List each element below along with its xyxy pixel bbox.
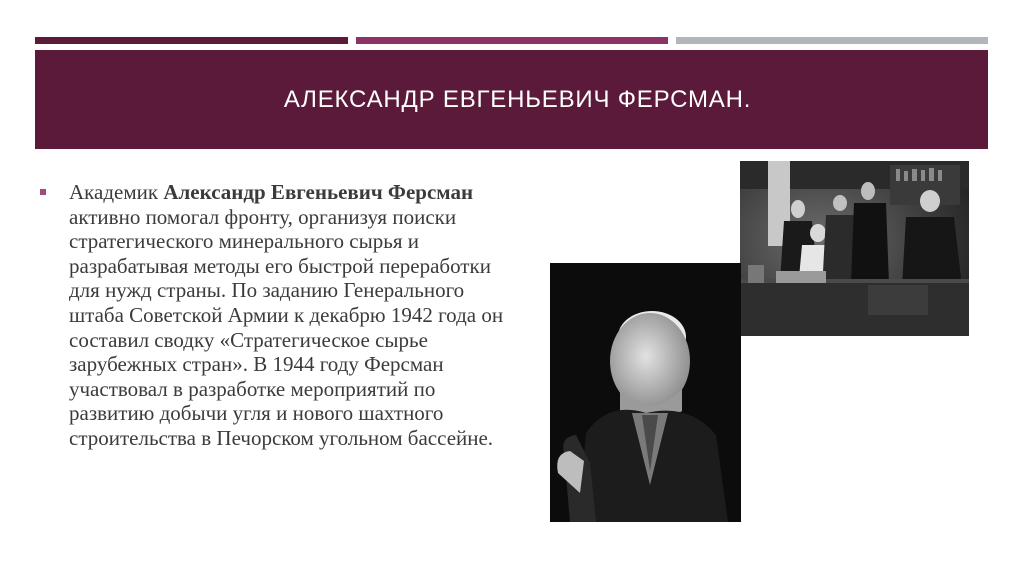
bullet-item (40, 180, 520, 451)
group-photo-image (740, 161, 969, 336)
bullet-bold-name: Александр Евгеньевич Ферсман (163, 180, 474, 204)
slide-title: АЛЕКСАНДР ЕВГЕНЬЕВИЧ ФЕРСМАН. (283, 85, 752, 113)
accent-bar-dark (35, 37, 348, 44)
bullet-square-icon (40, 189, 46, 195)
accent-bar-mid (356, 37, 668, 44)
slide-content (40, 180, 520, 451)
bullet-body: активно помогал фронту, организуя поиски стратегического минерального сырья и разрабатывая методы его быстрой переработки для нужд страны. По заданию Генерального штаба Советской Армии к декабрю 1942 года он составил сводку «Стратегическое сырье зарубежных стран». В 1944 году Ферсман участвовал в разработке мероприятий по развитию добычи угля и нового шахтного строительства в Печорском угольном бассейне. (69, 204, 504, 450)
portrait-photo-image (550, 263, 741, 522)
group-photo (740, 161, 969, 336)
bullet-text (69, 180, 520, 451)
accent-bar-grey (676, 37, 988, 44)
portrait-photo (550, 263, 741, 522)
title-band (35, 50, 988, 149)
bullet-prefix: Академик (69, 180, 164, 204)
